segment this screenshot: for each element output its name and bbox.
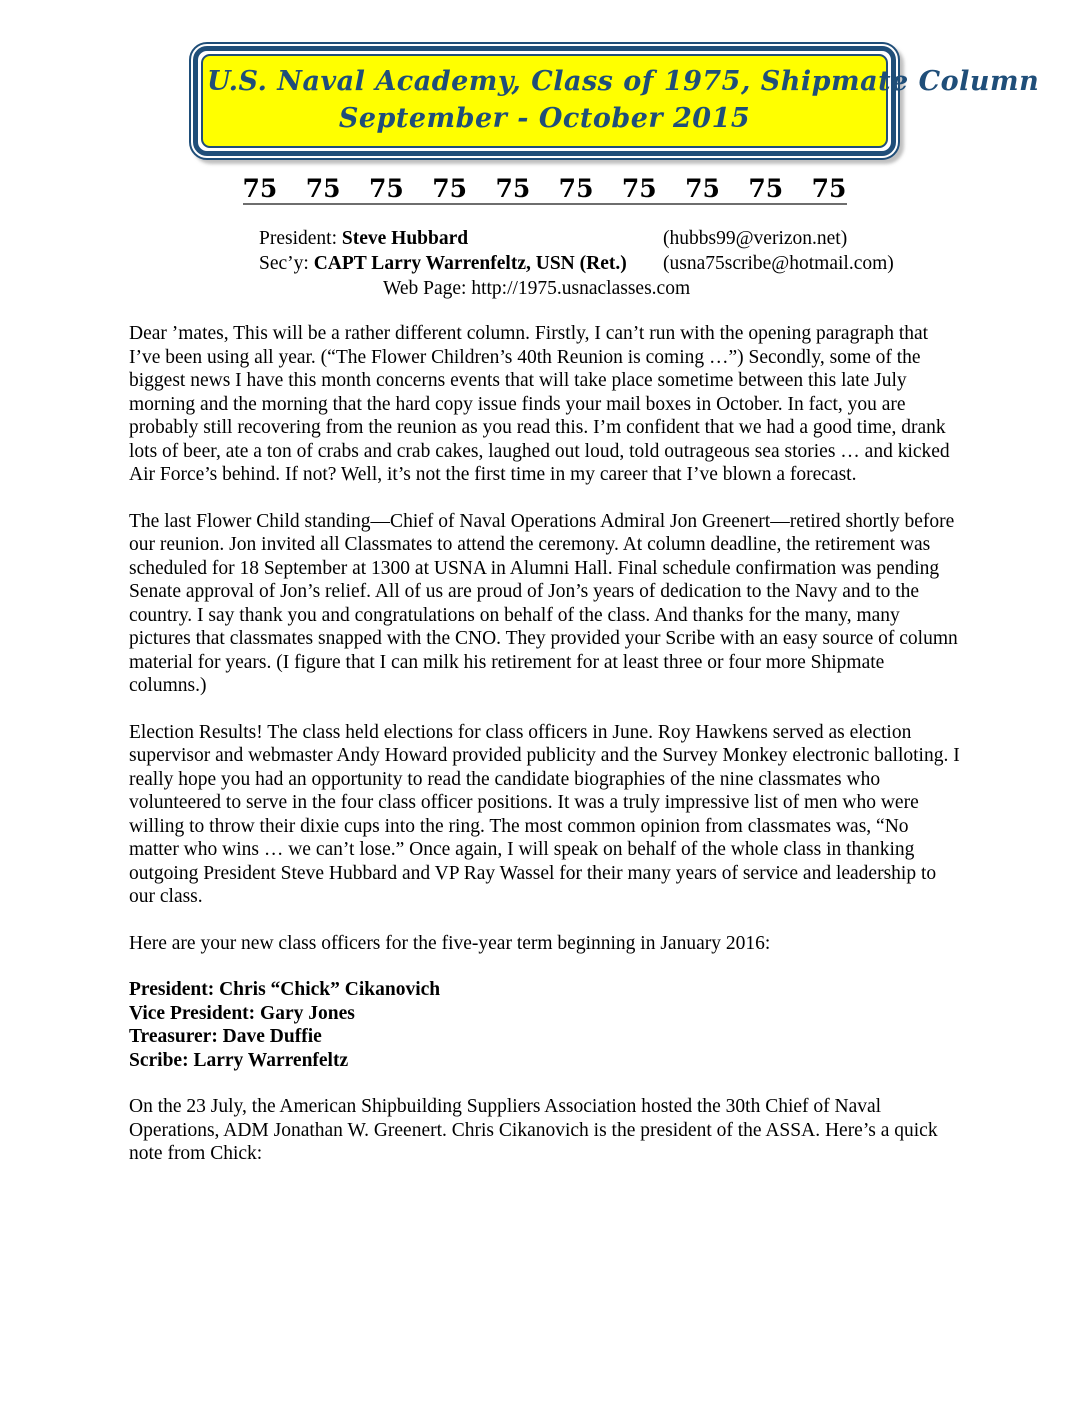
- title-banner: [189, 42, 1040, 160]
- banner-subtitle: September - October 2015: [338, 103, 751, 134]
- officer-treasurer: Treasurer: Dave Duffie: [129, 1026, 322, 1048]
- secretary-label: Sec’y:: [259, 253, 309, 275]
- class-number: 75: [242, 174, 278, 203]
- president-email: (hubbs99@verizon.net): [663, 228, 848, 250]
- officer-president: President: Chris “Chick” Cikanovich: [129, 979, 441, 1001]
- column-body: [129, 322, 960, 1166]
- title-banner-middle-border: [193, 46, 1040, 156]
- class-number: 75: [748, 174, 784, 203]
- class-number: 75: [368, 174, 404, 203]
- class-number: 75: [305, 174, 341, 203]
- class-number: 75: [811, 174, 847, 203]
- web-page-line: Web Page: http://1975.usnaclasses.com: [383, 278, 691, 300]
- class-number-row: [243, 176, 847, 205]
- paragraph-cno-retirement: The last Flower Child standing—Chief of Naval Operations Admiral Jon Greenert—retired shortly before our reunion. Jon invited all Classmates to attend the ceremony. At column deadline, the retirement was scheduled for 18 September at 1300 at USNA in Alumni Hall. Final schedule confirmation was pending Senate approval of Jon’s relief. All of us are proud of Jon’s years of dedication to the Navy and to the country. I say thank you and congratulations on behalf of the class. And thanks for the many, many pictures that classmates snapped with the CNO. They provided your Scribe with an easy source of column material for years. (I figure that I can milk his retirement for at least three or four more Shipmate columns.): [129, 510, 958, 697]
- president-label: President:: [259, 228, 337, 250]
- president-name-cell: [259, 226, 663, 251]
- title-banner-inner: [201, 54, 1040, 148]
- officer-scribe: Scribe: Larry Warrenfeltz: [129, 1049, 349, 1071]
- secretary-contact-row: [259, 251, 960, 276]
- class-number: 75: [432, 174, 467, 203]
- class-number: 75: [495, 174, 531, 203]
- class-number: 75: [558, 174, 594, 203]
- contact-block: [259, 226, 960, 301]
- officers-list: [129, 978, 960, 1072]
- officer-vice-president: Vice President: Gary Jones: [129, 1002, 355, 1024]
- secretary-name-cell: [259, 251, 663, 276]
- paragraph-officers-intro: Here are your new class officers for the five-year term beginning in January 2016:: [129, 932, 771, 954]
- president-contact-row: [259, 226, 960, 251]
- secretary-email: (usna75scribe@hotmail.com): [663, 253, 894, 275]
- paragraph-assa: On the 23 July, the American Shipbuilding Suppliers Association hosted the 30th Chief of Naval Operations, ADM Jonathan W. Greenert. Chris Cikanovich is the president of the ASSA. Here’s a quick note from Chick:: [129, 1096, 938, 1165]
- secretary-name: CAPT Larry Warrenfeltz, USN (Ret.): [313, 253, 627, 275]
- paragraph-election-results: Election Results! The class held elections for class officers in June. Roy Hawkens served as election supervisor and webmaster Andy Howard provided publicity and the Survey Monkey electronic balloting. I really hope you had an opportunity to read the candidate biographies of the nine classmates who volunteered to serve in the four class officer positions. It was a truly impressive list of men who were willing to throw their dixie cups into the ring. The most common opinion from classmates was, “No matter who wins … we can’t lose.” Once again, I will speak on behalf of the whole class in thanking outgoing President Steve Hubbard and VP Ray Wassel for their many years of service and leadership to our class.: [129, 721, 960, 908]
- paragraph-greeting: Dear ’mates, This will be a rather different column. Firstly, I can’t run with the opening paragraph that I’ve been using all year. (“The Flower Children’s 40th Reunion is coming …”) Secondly, some of the biggest news I have this month concerns events that will take place sometime between this late July morning and the morning that the hard copy issue finds your mail boxes in October. In fact, you are probably still recovering from the reunion as you read this. I’m confident that we had a good time, drank lots of beer, ate a ton of crabs and crab cakes, laughed out loud, told outrageous sea stories … and kicked Air Force’s behind. If not? Well, it’s not the first time in my career that I’ve blown a forecast.: [129, 323, 950, 486]
- class-number: 75: [621, 174, 657, 203]
- class-number: 75: [685, 174, 720, 203]
- president-name: Steve Hubbard: [341, 228, 469, 250]
- banner-title: U.S. Naval Academy, Class of 1975, Shipmate Column: [207, 66, 1040, 97]
